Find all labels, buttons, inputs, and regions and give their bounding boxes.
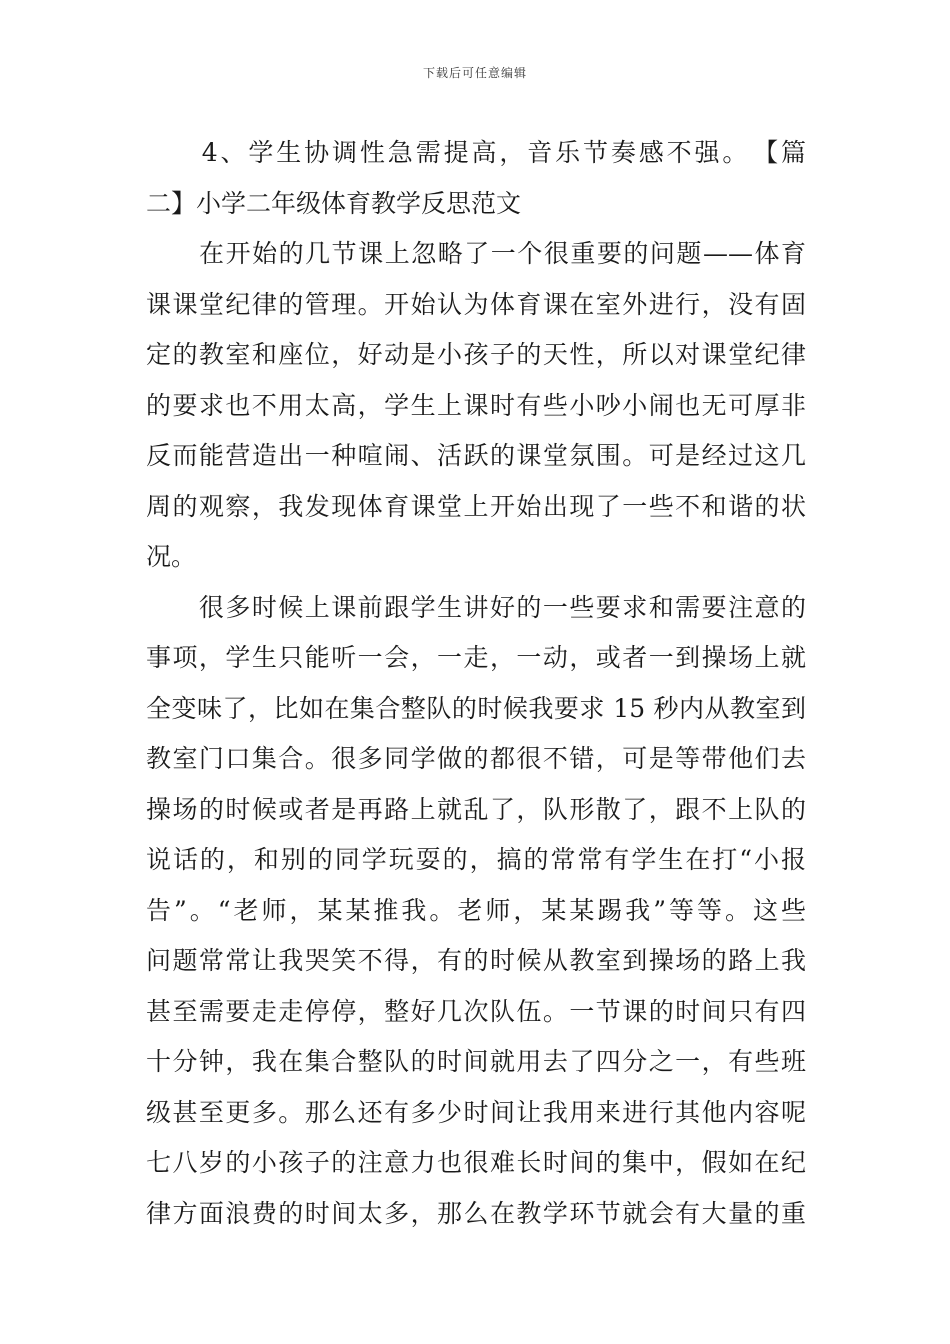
text-line: 全变味了，比如在集合整队的时候我要求 15 秒内从教室到 (146, 693, 806, 723)
text-line: 在开始的几节课上忽略了一个很重要的问题——体育 (146, 239, 806, 268)
text-line: 课课堂纪律的管理。开始认为体育课在室外进行，没有固 (146, 289, 806, 319)
text-line: 事项，学生只能听一会，一走，一动，或者一到操场上就 (146, 643, 806, 672)
text-line: 4、学生协调性急需提高，音乐节奏感不强。 【篇 (146, 138, 806, 167)
text-line: 十分钟，我在集合整队的时间就用去了四分之一，有些班 (146, 1047, 806, 1076)
text-line: 定的教室和座位，好动是小孩子的天性，所以对课堂纪律 (146, 340, 806, 369)
text-line: 教室门口集合。很多同学做的都很不错，可是等带他们去 (146, 744, 806, 773)
text-line: 反而能营造出一种喧闹、活跃的课堂氛围。可是经过这几 (146, 441, 806, 470)
paragraph-2 (146, 229, 806, 583)
document-body (146, 128, 806, 1239)
text-line: 的要求也不用太高，学生上课时有些小吵小闹也无可厚非 (146, 390, 806, 420)
text-line: 说话的，和别的同学玩耍的，搞的常常有学生在打“小报 (146, 845, 806, 874)
text-line: 告”。“老师，某某推我。老师，某某踢我”等等。这些 (146, 895, 806, 925)
text-line: 操场的时候或者是再路上就乱了，队形散了，跟不上队的 (146, 794, 806, 824)
text-line: 七八岁的小孩子的注意力也很难长时间的集中，假如在纪 (146, 1148, 806, 1177)
text-line: 二】小学二年级体育教学反思范文 (146, 188, 522, 218)
text-line: 周的观察，我发现体育课堂上开始出现了一些不和谐的状 (146, 491, 806, 521)
text-line: 问题常常让我哭笑不得，有的时候从教室到操场的路上我 (146, 946, 806, 975)
paragraph-3 (146, 583, 806, 1240)
paragraph-1 (146, 128, 806, 229)
text-line: 级甚至更多。那么还有多少时间让我用来进行其他内容呢 (146, 1097, 806, 1127)
text-line: 很多时候上课前跟学生讲好的一些要求和需要注意的 (146, 592, 806, 622)
text-line: 律方面浪费的时间太多，那么在教学环节就会有大量的重 (146, 1198, 806, 1228)
text-line: 甚至需要走走停停，整好几次队伍。一节课的时间只有四 (146, 996, 806, 1026)
page-header-note: 下载后可任意编辑 (422, 66, 527, 80)
text-line: 况。 (146, 542, 197, 571)
